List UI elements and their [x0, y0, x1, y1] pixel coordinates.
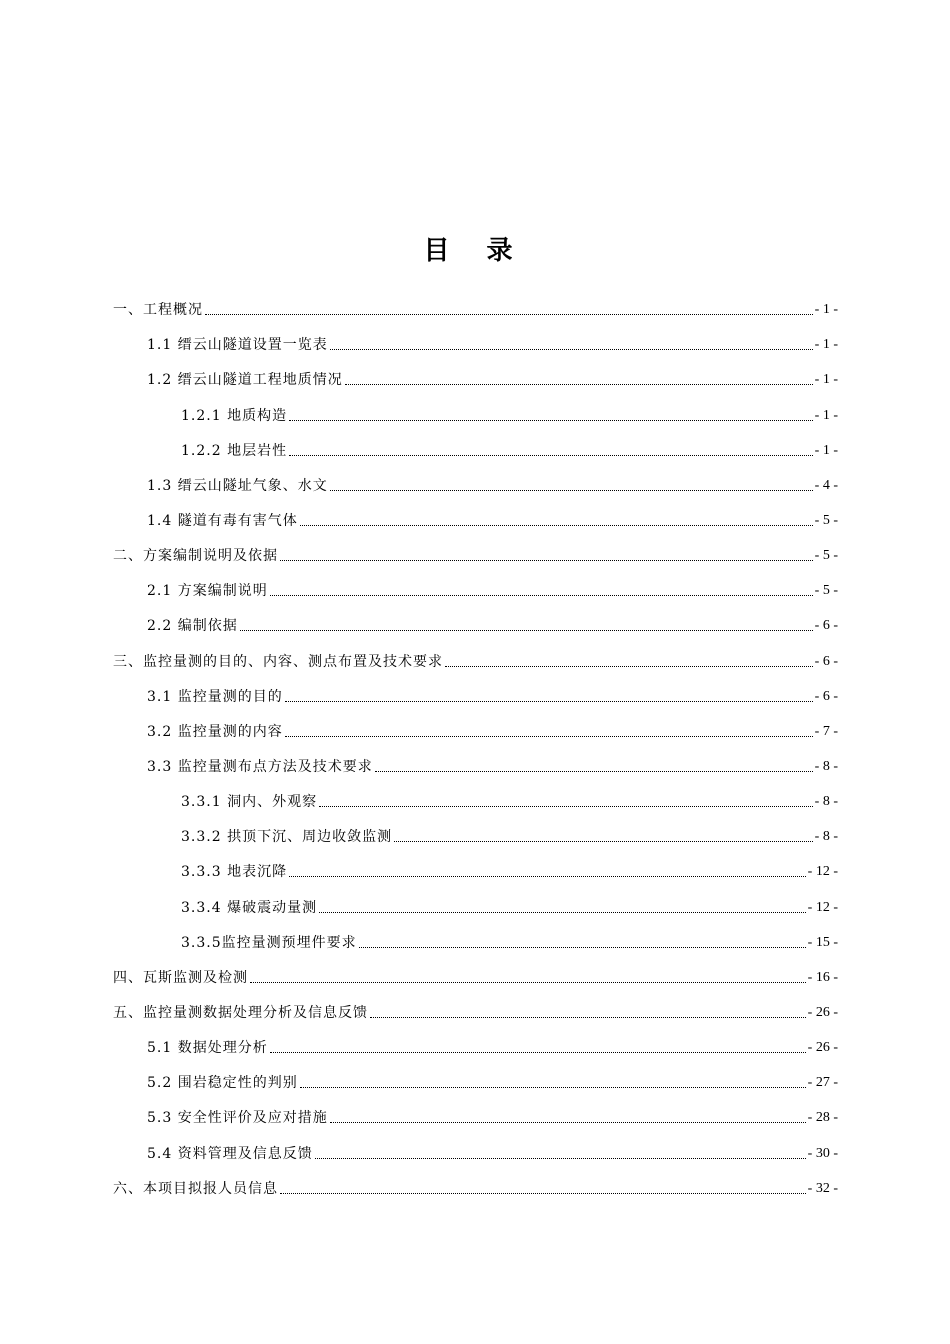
toc-entry[interactable]	[113, 847, 838, 882]
toc-dot-leader	[359, 946, 806, 948]
toc-entry-label: 3.2 监控量测的内容	[147, 723, 283, 740]
toc-dot-leader	[285, 735, 813, 737]
toc-entry-label: 1.3 缙云山隧址气象、水文	[147, 477, 328, 494]
toc-entry[interactable]	[113, 777, 838, 812]
toc-dot-leader	[270, 1051, 806, 1053]
toc-dot-leader	[280, 1192, 806, 1194]
toc-entry[interactable]	[113, 566, 838, 601]
toc-entry-label: 3.3.3 地表沉降	[181, 864, 288, 881]
toc-entry[interactable]	[113, 496, 838, 531]
toc-entry[interactable]	[113, 461, 838, 496]
toc-dot-leader	[250, 981, 806, 983]
toc-entry-label: 3.3.5监控量测预埋件要求	[181, 934, 357, 951]
toc-entry-page-number: - 5 -	[814, 583, 838, 599]
toc-entry-label: 1.2 缙云山隧道工程地质情况	[147, 372, 343, 389]
toc-entry-page-number: - 5 -	[814, 512, 838, 528]
toc-entry-page-number: - 1 -	[814, 407, 838, 423]
toc-entry[interactable]	[113, 426, 838, 461]
toc-entry-label: 5.1 数据处理分析	[147, 1040, 268, 1057]
toc-dot-leader	[300, 1086, 806, 1088]
toc-entry-label: 2.2 编制依据	[147, 618, 238, 635]
toc-entry-page-number: - 5 -	[814, 548, 838, 564]
toc-entry[interactable]	[113, 285, 838, 320]
toc-entry[interactable]	[113, 601, 838, 636]
toc-entry-page-number: - 26 -	[807, 1040, 838, 1056]
toc-entry[interactable]	[113, 1093, 838, 1128]
toc-dot-leader	[330, 348, 813, 350]
toc-entry-label: 3.3 监控量测布点方法及技术要求	[147, 758, 373, 775]
toc-entry-page-number: - 32 -	[807, 1180, 838, 1196]
toc-entry-label: 3.3.2 拱顶下沉、周边收敛监测	[181, 829, 393, 846]
toc-dot-leader	[270, 594, 813, 596]
toc-dot-leader	[289, 454, 813, 456]
toc-dot-leader	[289, 875, 806, 877]
toc-entry-page-number: - 1 -	[814, 337, 838, 353]
toc-dot-leader	[280, 559, 813, 561]
toc-dot-leader	[375, 770, 813, 772]
toc-entry[interactable]	[113, 953, 838, 988]
toc-entry[interactable]	[113, 390, 838, 425]
toc-entry-label: 三、监控量测的目的、内容、测点布置及技术要求	[113, 653, 443, 670]
toc-entry-label: 3.1 监控量测的目的	[147, 688, 283, 705]
toc-entry[interactable]	[113, 812, 838, 847]
toc-entry[interactable]	[113, 918, 838, 953]
toc-entry-page-number: - 7 -	[814, 723, 838, 739]
toc-entry-page-number: - 8 -	[814, 794, 838, 810]
toc-entry-page-number: - 15 -	[807, 934, 838, 950]
toc-entry-label: 3.3.4 爆破震动量测	[181, 899, 318, 916]
toc-entry-label: 2.1 方案编制说明	[147, 583, 268, 600]
toc-entry-page-number: - 16 -	[807, 969, 838, 985]
toc-dot-leader	[394, 840, 813, 842]
toc-entry[interactable]	[113, 636, 838, 671]
toc-dot-leader	[445, 665, 813, 667]
toc-entry[interactable]	[113, 1058, 838, 1093]
toc-entry-label: 1.4 隧道有毒有害气体	[147, 512, 298, 529]
toc-entry[interactable]	[113, 672, 838, 707]
toc-entry-label: 四、瓦斯监测及检测	[113, 969, 248, 986]
toc-dot-leader	[285, 700, 813, 702]
toc-dot-leader	[315, 1157, 806, 1159]
toc-entry-page-number: - 12 -	[807, 864, 838, 880]
toc-entry[interactable]	[113, 1023, 838, 1058]
toc-entry-page-number: - 27 -	[807, 1075, 838, 1091]
toc-dot-leader	[205, 313, 813, 315]
toc-dot-leader	[370, 1016, 806, 1018]
toc-entry[interactable]	[113, 320, 838, 355]
toc-entry-page-number: - 4 -	[814, 477, 838, 493]
toc-entry[interactable]	[113, 707, 838, 742]
toc-entry-label: 五、监控量测数据处理分析及信息反馈	[113, 1004, 368, 1021]
toc-entry-label: 1.2.2 地层岩性	[181, 442, 288, 459]
toc-entry[interactable]	[113, 988, 838, 1023]
toc-entry[interactable]	[113, 531, 838, 566]
toc-entry[interactable]	[113, 1128, 838, 1163]
toc-entry-page-number: - 1 -	[814, 372, 838, 388]
toc-dot-leader	[330, 1121, 806, 1123]
toc-entry-label: 1.1 缙云山隧道设置一览表	[147, 337, 328, 354]
toc-entry-label: 5.3 安全性评价及应对措施	[147, 1110, 328, 1127]
toc-entry-page-number: - 8 -	[814, 758, 838, 774]
toc-entry-page-number: - 8 -	[814, 829, 838, 845]
toc-dot-leader	[345, 383, 813, 385]
toc-entry-label: 六、本项目拟报人员信息	[113, 1180, 278, 1197]
toc-entry-page-number: - 12 -	[807, 899, 838, 915]
toc-entry[interactable]	[113, 1164, 838, 1199]
toc-entry-label: 5.2 围岩稳定性的判别	[147, 1075, 298, 1092]
toc-dot-leader	[330, 489, 813, 491]
toc-dot-leader	[240, 629, 813, 631]
toc-dot-leader	[319, 911, 806, 913]
toc-dot-leader	[319, 805, 813, 807]
toc-entry[interactable]	[113, 355, 838, 390]
toc-dot-leader	[300, 524, 813, 526]
toc-entry-page-number: - 6 -	[814, 688, 838, 704]
toc-entry-page-number: - 26 -	[807, 1004, 838, 1020]
toc-title: 目 录	[423, 236, 527, 266]
toc-entry-page-number: - 6 -	[814, 618, 838, 634]
toc-entry-label: 二、方案编制说明及依据	[113, 548, 278, 565]
toc-entry-page-number: - 1 -	[814, 302, 838, 318]
toc-entry[interactable]	[113, 882, 838, 917]
toc-dot-leader	[289, 419, 813, 421]
toc-entry-page-number: - 30 -	[807, 1145, 838, 1161]
toc-entry-label: 1.2.1 地质构造	[181, 407, 288, 424]
toc-entry[interactable]	[113, 742, 838, 777]
toc-list	[113, 285, 838, 1199]
toc-entry-page-number: - 28 -	[807, 1110, 838, 1126]
toc-entry-page-number: - 1 -	[814, 442, 838, 458]
toc-entry-label: 一、工程概况	[113, 302, 203, 319]
toc-entry-label: 3.3.1 洞内、外观察	[181, 794, 318, 811]
toc-entry-page-number: - 6 -	[814, 653, 838, 669]
toc-entry-label: 5.4 资料管理及信息反馈	[147, 1145, 313, 1162]
